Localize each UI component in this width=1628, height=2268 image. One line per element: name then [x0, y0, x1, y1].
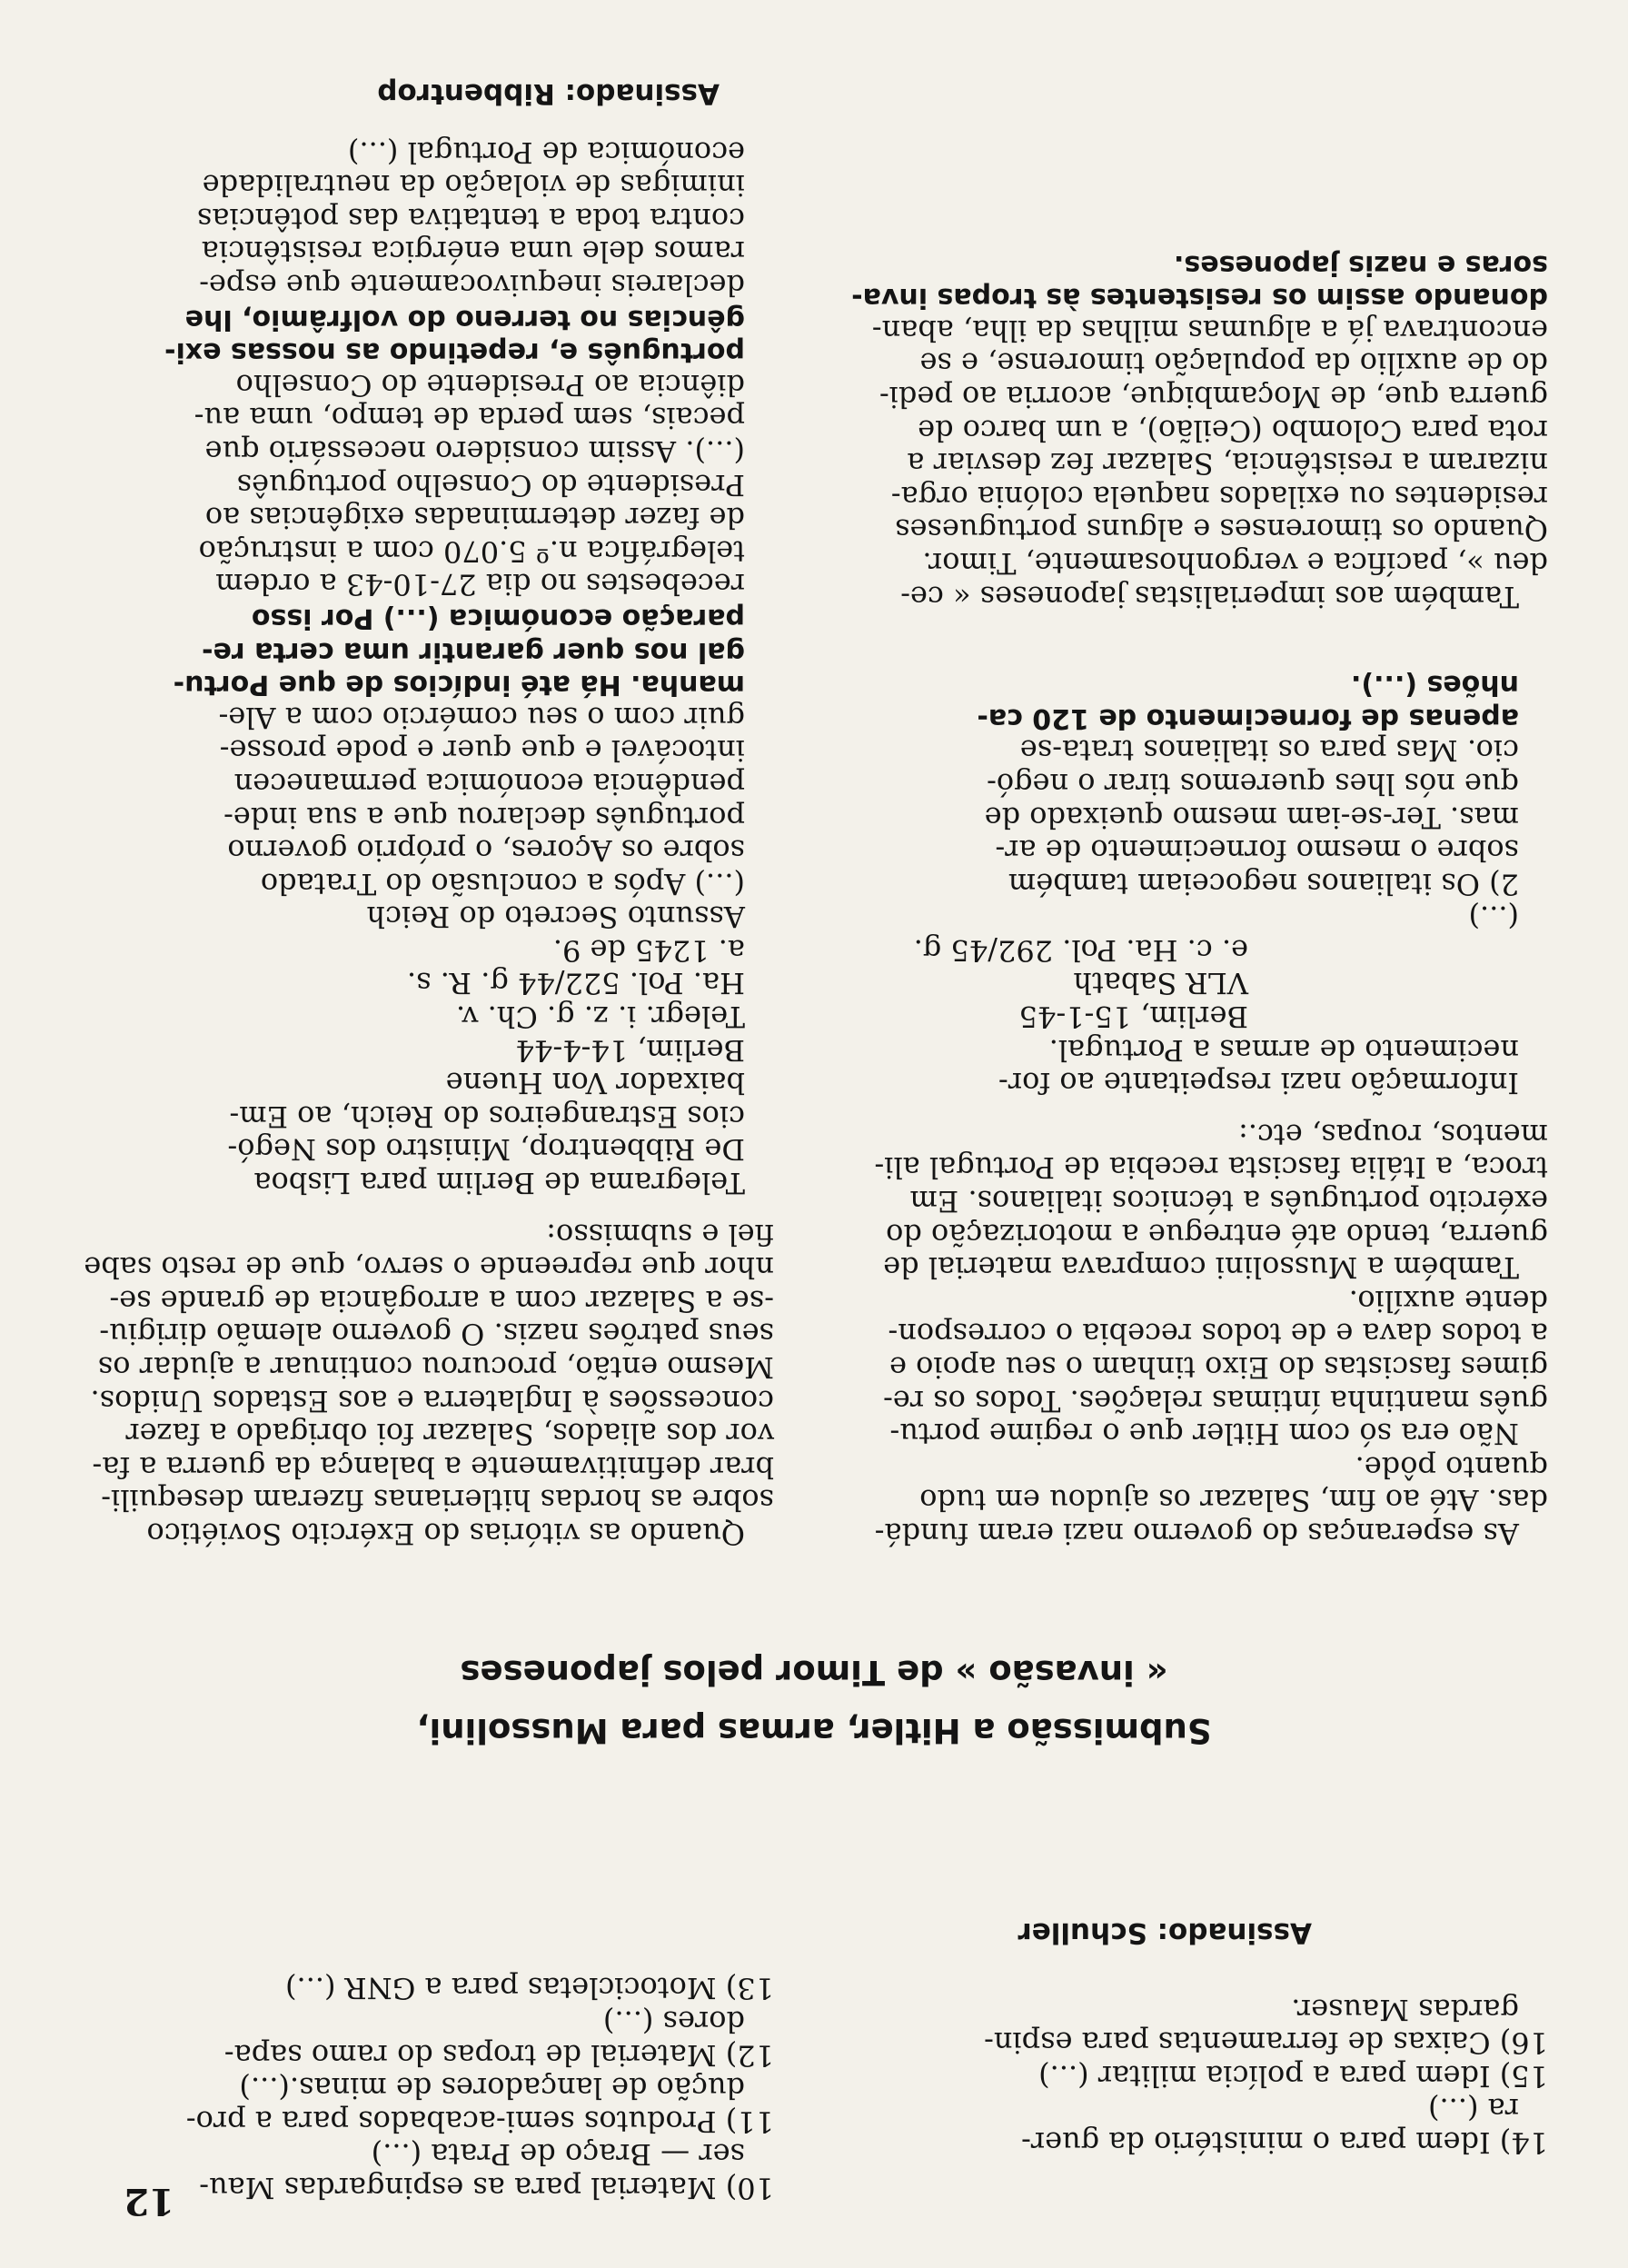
text-line: baixador Von Huene — [445, 1066, 745, 1101]
text-line: do de auxílio da população timorense, e se — [919, 346, 1548, 382]
text-line: seus patrões nazis. O governo alemão dirigiu- — [99, 1317, 774, 1352]
text-line: de fazer determinadas exigências ao — [204, 501, 745, 536]
text-line: troca, a Itália fascista recebia de Portugal ali- — [874, 1150, 1548, 1186]
text-line: soras e nazis japoneses. — [1173, 248, 1548, 281]
text-line: deu », pacífica e vergonhosamente, Timor. — [922, 545, 1548, 581]
text-line: Não era só com Hitler que o regime portu- — [889, 1417, 1519, 1452]
text-line: a. 1245 de 9. — [552, 932, 745, 968]
text-line: Informação nazi respeitante ao for- — [998, 1066, 1519, 1101]
text-line: brar definitivamente a balança da guerra a fa- — [92, 1449, 774, 1485]
text-line: guerra que, de Moçambique, acorria ao pedi- — [879, 380, 1548, 414]
text-line: nhões (...). — [1351, 669, 1519, 701]
text-line: (...) Após a conclusão do Tratado — [260, 866, 745, 901]
text-line: gimes fascistas do Eixo tinham o seu apoio e — [889, 1350, 1548, 1386]
text-line: De Ribbentrop, Ministro dos Negó- — [227, 1132, 745, 1168]
list-item: 16) Caixas de ferramentas para espin- — [984, 2025, 1548, 2061]
list-continuation-left — [84, 1972, 774, 2204]
text-line: que nós lhes queremos tirar o negó- — [987, 766, 1519, 801]
text-line: quanto pôde. — [1355, 1449, 1548, 1485]
text-line: cio. Mas para os italianos trata-se — [1019, 733, 1519, 769]
text-line: concessões à Inglaterra e aos Estados Unidos. — [90, 1383, 774, 1418]
text-line: necimento de armas a Portugal. — [1048, 1032, 1519, 1068]
text-line: donando assim os resistentes às tropas inva- — [851, 282, 1548, 314]
text-line: exército português a técnicos italianos. Em — [909, 1184, 1548, 1219]
text-line: guir com o seu comércio com a Ale- — [218, 700, 745, 735]
text-line: sobre os Açores, o próprio governo — [227, 833, 745, 869]
list-item: 10) Material para as espingardas Mau- — [199, 2171, 774, 2205]
text-line: As esperanças do governo nazi eram fundá- — [874, 1517, 1519, 1551]
text-line: 2) Os italianos negoceiam também — [1008, 866, 1519, 901]
list-item: 15) Idem para a polícia militar (...) — [1038, 2058, 1548, 2094]
text-line: económica de Portugal (...) — [347, 134, 745, 170]
list-item: gardas Mauser. — [1291, 1992, 1519, 2027]
text-line: das. Até ao fim, Salazar os ajudou em tudo — [919, 1483, 1548, 1518]
text-line: vor dos aliados, Salazar foi obrigado a fazer — [125, 1417, 774, 1452]
text-line: (...). Assim considero necessário que — [204, 434, 745, 469]
text-line: Telegrama de Berlim para Lisboa — [253, 1166, 745, 1201]
text-line: Mesmo então, procurou continuar a ajudar os — [97, 1350, 774, 1386]
list-item: ra (...) — [1427, 2092, 1519, 2127]
text-line: VLR Sabath — [1073, 966, 1248, 1001]
text-line: Presidente do Conselho português — [236, 467, 745, 502]
text-line: guês mantinha íntimas relações. Todos os re- — [883, 1383, 1548, 1418]
text-line: pecais, sem perda de tempo, uma au- — [194, 401, 745, 436]
text-line: contra toda a tentativa das potências — [196, 201, 745, 236]
list-item: ser — Braço de Prata (...) — [371, 2137, 745, 2173]
text-line: Berlim, 15-1-45 — [1018, 1000, 1248, 1035]
page-number: 12 — [124, 2180, 174, 2223]
text-line: (...) — [1468, 900, 1519, 935]
article-title-line2: « invasão » de Timor pelos japoneses — [460, 1653, 1168, 1692]
signature-ribbentrop: Assinado: Ribbentrop — [377, 77, 720, 111]
list-item: 11) Produtos semi-acabados para a pro- — [185, 2104, 774, 2139]
text-line: português declarou que a sua inde- — [223, 800, 745, 835]
text-line: nizaram a resistência, Salazar fez desviar a — [907, 446, 1548, 482]
text-line: Também a Mussolini comprava material de — [883, 1250, 1519, 1286]
article-column-1 — [851, 247, 1548, 1551]
text-line: intocável e que quer e pode prosse- — [219, 733, 745, 769]
text-line: apenas de fornecimento de 120 ca- — [977, 701, 1519, 734]
text-line: ramos dele uma enérgica resistência — [201, 234, 745, 270]
text-line: Berlim, 14-4-44 — [515, 1032, 745, 1068]
text-line: declareis inequivocamente que espe- — [199, 268, 745, 303]
text-line: Telegr. i. z. g. Ch. v. — [455, 1000, 745, 1035]
text-line: sobre o mesmo fornecimento de ar- — [995, 833, 1519, 869]
text-line: inimigas de violação da neutralidade — [202, 168, 745, 204]
text-line: nhor que repreende o servo, que de resto sabe — [84, 1250, 774, 1286]
text-line: gências no terreno do volfrâmio, lhe — [184, 303, 745, 335]
list-item: dores (...) — [602, 2004, 745, 2040]
text-line: pendência económica permanecen — [233, 766, 745, 801]
list-continuation-right — [858, 1915, 1548, 2159]
text-line: rota para Colombo (Ceilão), a um barco de — [918, 413, 1548, 448]
text-line: e. c. Ha. Pol. 292/45 g. — [913, 932, 1248, 968]
signature-schuller: Assinado: Schuller — [1018, 1916, 1312, 1950]
text-line: fiel e submisso: — [546, 1217, 774, 1252]
list-item: dução de lançadores de minas.(...) — [239, 2071, 745, 2106]
text-line: paração económica (...) Por isso — [251, 602, 745, 634]
text-line: residentes ou exilados naquela colónia orga- — [890, 479, 1548, 514]
text-line: diência ao Presidente do Conselho — [235, 367, 745, 403]
article-column-2 — [84, 76, 774, 1550]
text-line: Também aos imperialistas japoneses « ce- — [900, 579, 1519, 614]
text-line: gal nos quer garantir uma certa re- — [202, 635, 745, 668]
text-line: português e, repetindo as nossas exi- — [164, 336, 745, 369]
text-line: encontrava já a algumas milhas da ilha, aban- — [871, 313, 1548, 348]
text-line: recebestes no dia 27-10-43 a ordem — [215, 567, 745, 602]
text-line: manha. Há até indícios de que Portu- — [173, 669, 745, 701]
list-item: 14) Idem para o ministério da guer- — [1021, 2125, 1548, 2160]
text-line: telegráfica n.º 5.070 com a instrução — [198, 533, 745, 569]
text-line: -se a Salazar com a arrogância de grande se- — [109, 1283, 774, 1318]
article-title-line1: Submissão a Hitler, armas para Mussolini, — [416, 1711, 1212, 1750]
text-line: sobre as hordas hitlerianas fizeram desequili- — [101, 1483, 774, 1518]
text-line: mentos, roupas, etc.: — [1238, 1117, 1548, 1152]
text-line: guerra, tendo até entregue a motorização do — [886, 1217, 1548, 1252]
text-line: cios Estrangeiros do Reich, ao Em- — [229, 1099, 745, 1134]
text-line: Ha. Pol. 522/44 g. R. s. — [406, 966, 745, 1001]
text-line: Assunto Secreto do Reich — [366, 900, 745, 935]
list-item: 12) Material de tropas do ramo sapa- — [223, 2037, 774, 2073]
text-line: a todos dava e de todos recebia o correspon- — [888, 1317, 1548, 1352]
text-line: dente auxílio. — [1348, 1283, 1548, 1318]
text-line: Quando os timorenses e alguns portugueses — [895, 512, 1548, 548]
text-line: Quando as vitórias do Exército Soviético — [146, 1517, 745, 1551]
list-item: 13) Motocicletas para a GNR (...) — [285, 1971, 774, 2006]
text-line: mas. Ter-se-iam mesmo queixado de — [984, 800, 1519, 835]
